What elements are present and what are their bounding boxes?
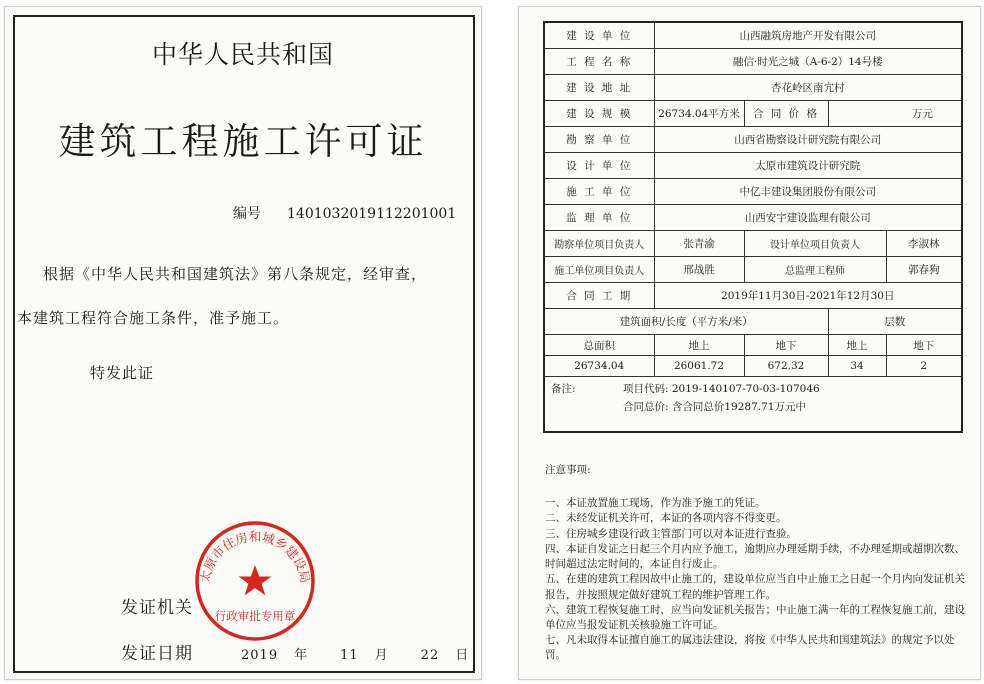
issue-date-label: 发证日期 — [121, 644, 193, 664]
seal-top-text: 太原市住房和城乡建设局 — [196, 529, 314, 585]
table-row — [544, 231, 962, 257]
table-row — [544, 127, 962, 153]
table-row — [544, 22, 962, 49]
design-pm-value: 李淑林 — [886, 231, 962, 257]
table-row — [544, 377, 962, 433]
area-below-label: 地下 — [744, 335, 828, 356]
issuing-authority-label: 发证机关 — [121, 598, 193, 618]
floors-header: 层数 — [828, 309, 962, 335]
issue-date-month: 11 — [340, 648, 359, 663]
table-row — [544, 205, 962, 231]
note-item: 七、凡未取得本证擅自施工的属违法建设，将按《中华人民共和国建筑法》的规定予以处罚。 — [545, 634, 955, 662]
contract-period-value: 2019年11月30日-2021年12月30日 — [654, 283, 962, 309]
permit-details-table — [543, 21, 963, 433]
issue-date-month-unit: 月 — [374, 648, 389, 663]
supervisor-label: 监 理 单 位 — [544, 205, 654, 231]
floors-above-label: 地上 — [828, 335, 886, 356]
permit-details-page — [518, 6, 981, 680]
note-item: 六、建筑工程恢复施工时，应当向发证机关报告；中止施工满一年的工程恢复施工前，建设单位应当报发证机关核验施工许可证。 — [545, 603, 965, 631]
area-below-value: 672.32 — [744, 356, 828, 377]
builder-pm-label: 施工单位项目负责人 — [544, 257, 654, 283]
official-seal-icon — [193, 519, 317, 643]
notes-section — [545, 463, 965, 664]
contract-price-value: 万元 — [828, 101, 962, 127]
permit-number-value: 1401032019112201001 — [287, 206, 457, 222]
floors-below-label: 地下 — [886, 335, 962, 356]
body-text-line1: 根据《中华人民共和国建筑法》第八条规定，经审查， — [43, 265, 428, 283]
body-text-line2: 本建筑工程符合施工条件，准予施工。 — [17, 309, 290, 327]
permit-number-label: 编号 — [233, 206, 261, 222]
area-total-value: 26734.04 — [544, 356, 654, 377]
table-row — [544, 356, 962, 377]
contract-total: 合同总价: 含合同总价19287.71万元中 — [623, 401, 806, 413]
note-item: 五、在建的建筑工程因故中止施工的，建设单位应当自中止施工之日起一个月内向发证机关报告，并按照规定做好建筑工程的维护管理工作。 — [545, 573, 965, 601]
country-heading: 中华人民共和国 — [151, 40, 334, 69]
supervisor-value: 山西安宇建设监理有限公司 — [654, 205, 962, 231]
chief-engineer-label: 总监理工程师 — [744, 257, 886, 283]
project-name-value: 融信·时光之城（A-6-2）14号楼 — [654, 49, 962, 75]
remarks-cell — [544, 377, 962, 433]
design-unit-label: 设 计 单 位 — [544, 153, 654, 179]
table-row — [544, 309, 962, 335]
table-row — [544, 101, 962, 127]
note-item: 一、本证放置施工现场，作为准予施工的凭证。 — [545, 497, 766, 510]
construction-unit-value: 山西融筑房地产开发有限公司 — [654, 22, 962, 49]
builder-label: 施 工 单 位 — [544, 179, 654, 205]
builder-pm-value: 邢战胜 — [654, 257, 744, 283]
area-above-label: 地上 — [654, 335, 744, 356]
issue-date-year: 2019 — [241, 648, 279, 663]
seal-star-icon — [239, 565, 272, 595]
note-item: 二、未经发证机关许可，本证的各项内容不得变更。 — [545, 512, 787, 525]
permit-title: 建筑工程施工许可证 — [58, 120, 428, 163]
survey-pm-label: 勘察单位项目负责人 — [544, 231, 654, 257]
contract-price-label: 合 同 价 格 — [744, 101, 828, 127]
address-label: 建 设 地 址 — [544, 75, 654, 101]
issue-date-year-unit: 年 — [294, 648, 309, 663]
construction-unit-label: 建 设 单 位 — [544, 22, 654, 49]
contract-period-label: 合 同 工 期 — [544, 283, 654, 309]
issue-date-day-unit: 日 — [455, 648, 470, 663]
address-value: 杏花岭区南宂村 — [654, 75, 962, 101]
area-total-label: 总面积 — [544, 335, 654, 356]
permit-cover-page — [4, 6, 482, 680]
survey-pm-value: 张青渝 — [654, 231, 744, 257]
table-row — [544, 153, 962, 179]
scale-value: 26734.04平方米 — [654, 101, 744, 127]
design-pm-label: 设计单位项目负责人 — [744, 231, 886, 257]
area-above-value: 26061.72 — [654, 356, 744, 377]
table-row — [544, 257, 962, 283]
note-item: 三、住房城乡建设行政主管部门可以对本证进行查验。 — [545, 527, 797, 540]
notes-title: 注意事项: — [545, 464, 591, 476]
table-row — [544, 283, 962, 309]
project-code: 项目代码: 2019-140107-70-03-107046 — [623, 383, 820, 395]
issue-date-day: 22 — [420, 648, 440, 663]
builder-value: 中亿丰建设集团股份有限公司 — [654, 179, 962, 205]
remarks-line1 — [551, 381, 955, 396]
permit-number — [233, 203, 456, 223]
floors-below-value: 2 — [886, 356, 962, 377]
table-row — [544, 75, 962, 101]
issue-date — [121, 639, 469, 664]
area-header: 建筑面积/长度（平方米/米） — [544, 309, 828, 335]
scale-label: 建 设 规 模 — [544, 101, 654, 127]
note-item: 四、本证自发证之日起三个月内应予施工，逾期应办理延期手续，不办理延期或超期次数、时间超过法定时间的，本证自行废止。 — [545, 542, 965, 571]
floors-above-value: 34 — [828, 356, 886, 377]
survey-unit-label: 勘 察 单 位 — [544, 127, 654, 153]
design-unit-value: 太原市建筑设计研究院 — [654, 153, 962, 179]
project-name-label: 工 程 名 称 — [544, 49, 654, 75]
issued-statement: 特发此证 — [90, 364, 155, 382]
table-row — [544, 335, 962, 356]
seal-bottom-text: 行政审批专用章 — [214, 609, 296, 623]
chief-engineer-value: 郭春狗 — [886, 257, 962, 283]
table-row — [544, 49, 962, 75]
table-row — [544, 179, 962, 205]
remarks-label: 备注: — [551, 383, 576, 395]
survey-unit-value: 山西省勘察设计研究院有限公司 — [654, 127, 962, 153]
